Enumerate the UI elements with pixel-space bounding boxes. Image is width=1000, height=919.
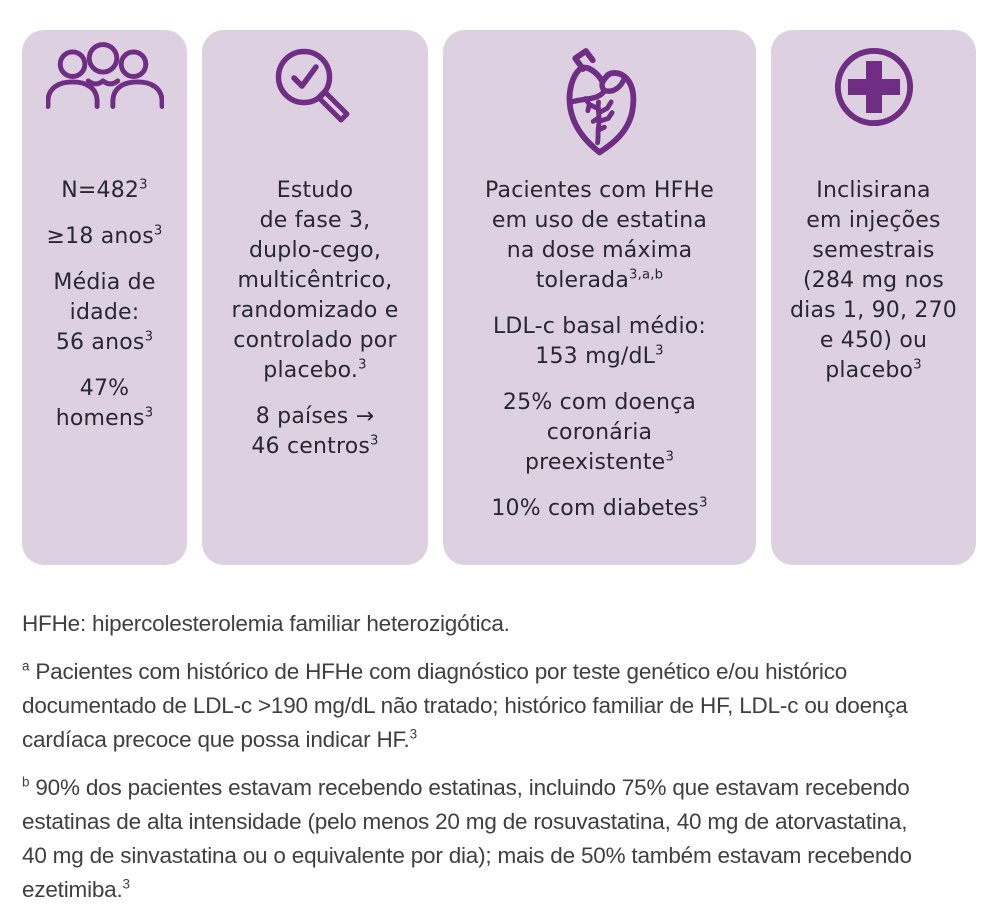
footnote-abbreviation: HFHe: hipercolesterolemia familiar heterozigótica. <box>22 611 510 636</box>
card-study-design <box>202 30 428 565</box>
card-paragraph: 47% homens$^3$ <box>55 376 154 431</box>
card-population <box>22 30 187 565</box>
card-paragraph: 10% com diabetes$^3$ <box>491 495 708 521</box>
card-paragraph: 8 países → 46 centros$^3$ <box>251 404 379 459</box>
card-paragraph: ≥18 anos$^3$ <box>46 223 163 249</box>
card-study-design-text <box>202 176 428 462</box>
footnote-b: $^b$ 90% dos pacientes estavam recebendo estatinas, incluindo 75% que estavam recebendo estatinas de alta intensidade (pelo menos 20 mg de rosuvastatina, 40 mg de atorvastatina, 40 mg de sinvastatina ou o equivalente por dia); mais de 50% também estavam recebendo ezetimiba.$^3$ <box>22 774 912 902</box>
heart-icon <box>443 30 756 160</box>
card-patients <box>443 30 756 565</box>
card-paragraph: 25% com doença coronária preexistente$^3$ <box>502 390 697 475</box>
card-paragraph: $N=482^3$ <box>61 177 148 203</box>
card-treatment <box>771 30 976 565</box>
card-paragraph: Média de idade: 56 anos$^3$ <box>53 270 156 355</box>
card-paragraph: Estudo de fase 3, duplo-cego, multicêntrico, randomizado e controlado por placebo.$^3$ <box>231 178 399 383</box>
card-treatment-text <box>771 176 976 386</box>
magnifier-check-icon <box>202 30 428 160</box>
footnotes <box>22 607 928 907</box>
card-paragraph: LDL-c basal médio: 153 $mg/dL^3$ <box>492 314 707 369</box>
card-paragraph: Pacientes com HFHe em uso de estatina na dose máxima tolerada$^{3,a,b}$ <box>485 178 714 293</box>
card-patients-text <box>443 176 756 524</box>
card-paragraph: Inclisirana em injeções semestrais (284 mg nos dias 1, 90, 270 e 450) ou placebo$^3$ <box>790 178 957 383</box>
card-population-text <box>22 176 187 434</box>
footnote-a: $^a$ Pacientes com histórico de HFHe com diagnóstico por teste genético e/ou histórico documentado de LDL-c >190 mg/dL não tratado; histórico familiar de HF, LDL-c ou doença cardíaca precoce que possa indicar HF.$^3$ <box>22 658 908 752</box>
people-icon <box>22 30 187 160</box>
medical-cross-icon <box>771 30 976 160</box>
